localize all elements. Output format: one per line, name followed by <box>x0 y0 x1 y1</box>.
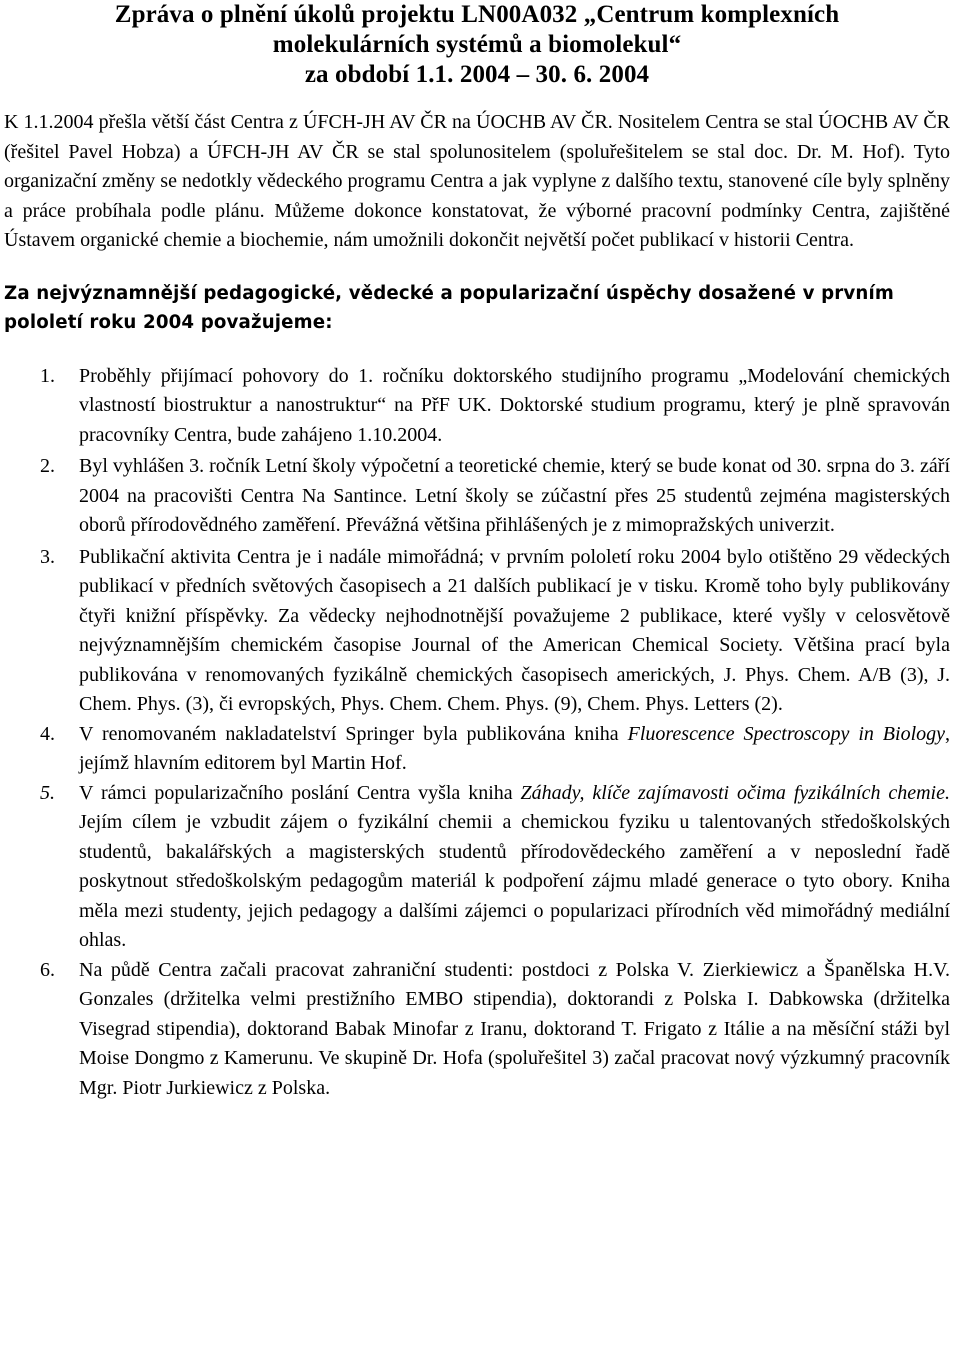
list-item <box>4 779 950 956</box>
intro-paragraph: K 1.1.2004 přešla větší část Centra z ÚFCH-JH AV ČR na ÚOCHB AV ČR. Nositelem Centra se stal ÚOCHB AV ČR (řešitel Pavel Hobza) a ÚFCH-JH AV ČR se stal spolunositelem (spoluřešitelem se stal doc. Dr. M. Hof). Tyto organizační změny se nedotkly vědeckého programu Centra a jak vyplyne z dalšího textu, stanovené cíle byly splněny a práce probíhala podle plánu. Můžeme dokonce konstatovat, že výborné pracovní podmínky Centra, zajištěné Ústavem organické chemie a biochemie, nám umožnili dokončit největší počet publikací v historii Centra. <box>4 111 950 251</box>
book-title-italic: Záhady, klíče zajímavosti očima fyzikálních chemie. <box>520 781 950 804</box>
list-item-text-after: Jejím cílem je vzbudit zájem o fyzikální chemii a chemickou fyziku u talentovaných středoškolských studentů, bakalářských a magisterských studentů přírodovědeckého zaměření a v neposlední řadě poskytnout středoškolským pedagogům materiál k podpoření zájmu mladé generace o tyto obory. Kniha měla mezi studenty, jejich pedagogy a dalšími zájemci o popularizaci přírodních věd mimořádný mediální ohlas. <box>79 811 950 951</box>
list-item-number: 4. <box>40 722 55 745</box>
title-line-2: molekulárních systémů a biomolekul“ <box>272 31 682 58</box>
list-item-number: 1. <box>40 364 55 387</box>
list-item-text-before: V renomovaném nakladatelství Springer byla publikována kniha <box>79 722 628 745</box>
list-item-number: 5. <box>40 781 55 804</box>
list-item <box>4 720 950 779</box>
list-item-text: Publikační aktivita Centra je i nadále mimořádná; v prvním pololetí roku 2004 bylo otištěno 29 vědeckých publikací v předních světových časopisech a 21 dalších publikací je v tisku. Kromě toho byly publikovány čtyři knižní příspěvky. Za vědecky nejhodnotnější považujeme 2 publikace, které vyšly v celosvětově nejvýznamnějším chemickém časopise Journal of the American Chemical Society. Většina prací byla publikována v renomovaných fyzikálně chemických časopisech amerických, J. Phys. Chem. A/B (3), J. Chem. Phys. (3), či evropských, Phys. Chem. Chem. Phys. (9), Chem. Phys. Letters (2). <box>79 545 950 715</box>
list-item-number: 6. <box>40 958 55 981</box>
book-title-italic: Fluorescence Spectroscopy in Biology <box>627 722 946 745</box>
list-item <box>4 543 950 720</box>
title-line-1: Zpráva o plnění úkolů projektu LN00A032 „Centrum komplexních <box>114 1 840 28</box>
list-item-number: 2. <box>40 455 55 477</box>
list-item-text: Proběhly přijímací pohovory do 1. ročníku doktorského studijního programu „Modelování chemických vlastností biostruktur a nanostruktur“ na PřF UK. Doktorské studium programu, který je plně spravován pracovníky Centra, bude zahájeno 1.10.2004. <box>79 364 950 446</box>
list-item-text: Na půdě Centra začali pracovat zahraniční studenti: postdoci z Polska V. Zierkiewicz a Španělska H.V. Gonzales (držitelka velmi prestižního EMBO stipendia), doktorandi z Polska I. Dabkowska (držitelka Visegrad stipendia), doktorand Babak Minofar z Iranu, doktorand T. Frigato z Itálie a na měsíční stáži byl Moise Dongmo z Kamerunu. Ve skupině Dr. Hofa (spoluřešitel 3) začal pracovat nový výzkumný pracovník Mgr. Piotr Jurkiewicz z Polska. <box>79 958 950 1099</box>
section-heading: Za nejvýznamnější pedagogické, vědecké a popularizační úspěchy dosažené v prvním pololetí roku 2004 považujeme: <box>4 282 894 333</box>
report-title <box>4 0 950 90</box>
list-item-number: 3. <box>40 545 55 568</box>
title-line-3: za období 1.1. 2004 – 30. 6. 2004 <box>304 61 650 88</box>
list-item <box>4 362 950 451</box>
list-item-text-after: , jejímž hlavním editorem byl Martin Hof. <box>79 722 951 774</box>
list-item <box>4 956 950 1104</box>
list-item-text: Byl vyhlášen 3. ročník Letní školy výpočetní a teoretické chemie, který se bude konat od 30. srpna do 3. září 2004 na pracovišti Centra Na Santince. Letní školy se zúčastní přes 25 studentů zejména magisterských oborů přírodovědného zaměření. Převážná většina přihlášených je z mimopražských univerzit. <box>79 455 950 536</box>
achievements-list <box>4 362 950 1104</box>
list-item <box>4 452 950 541</box>
list-item-text-before: V rámci popularizačního poslání Centra vyšla kniha <box>79 781 521 804</box>
